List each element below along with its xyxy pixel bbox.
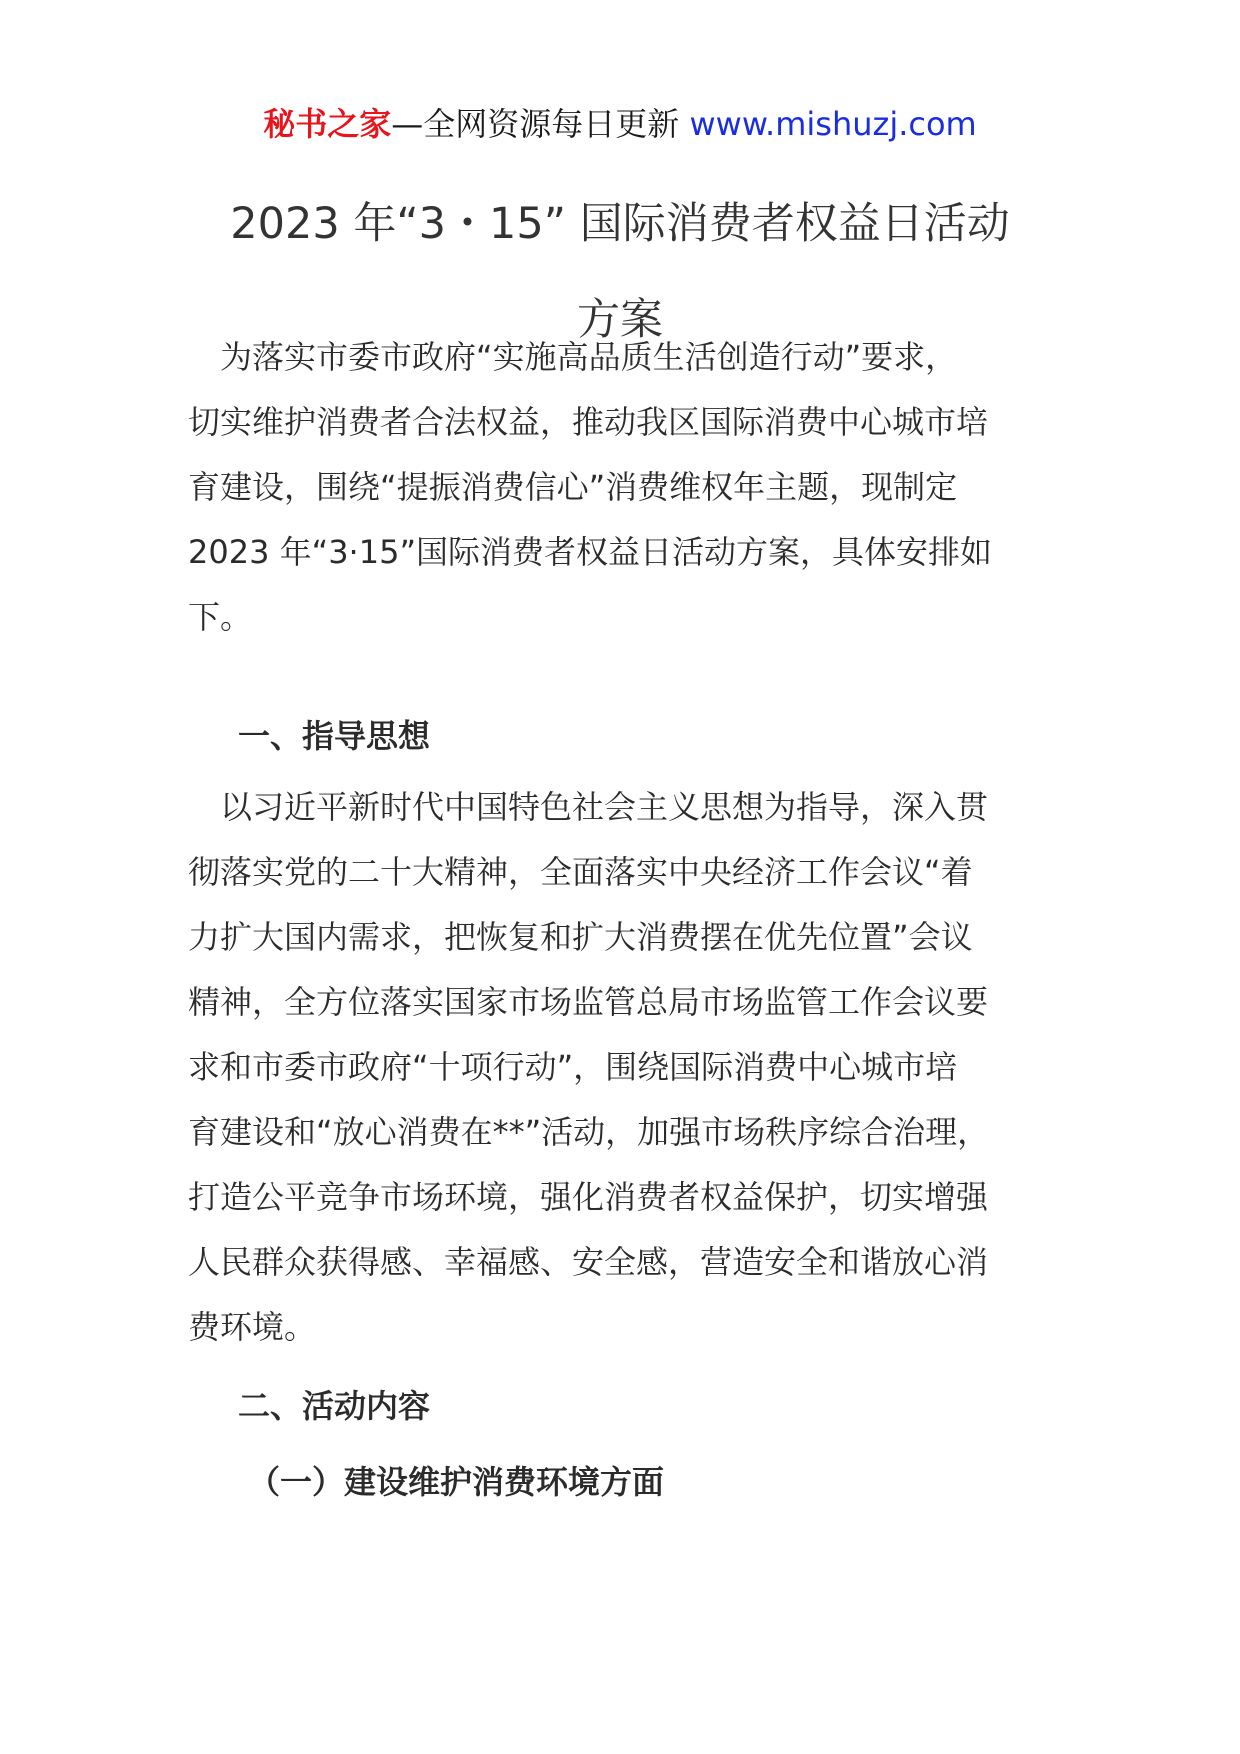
site-url-link[interactable]: www.mishuzj.com	[689, 105, 977, 143]
paragraph-line: 求和市委市政府“十项行动”，围绕国际消费中心城市培	[188, 1048, 958, 1086]
paragraph-line: 费环境。	[188, 1308, 317, 1346]
brand-name: 秘书之家	[263, 105, 392, 143]
section-heading-activity-content: 二、活动内容	[238, 1387, 431, 1425]
paragraph-line: 切实维护消费者合法权益，推动我区国际消费中心城市培	[188, 403, 989, 441]
document-title-line-2: 方案	[577, 295, 663, 345]
paragraph-line: 育建设，围绕“提振消费信心”消费维权年主题，现制定	[188, 468, 958, 506]
subsection-heading-consumer-environment: （一）建设维护消费环境方面	[248, 1463, 665, 1501]
section-heading-guiding-ideology: 一、指导思想	[238, 717, 431, 755]
paragraph-line: 精神，全方位落实国家市场监管总局市场监管工作会议要	[188, 983, 989, 1021]
paragraph-line: 2023 年“3·15”国际消费者权益日活动方案，具体安排如	[188, 533, 993, 571]
document-title-line-1: 2023 年“3・15” 国际消费者权益日活动	[230, 199, 1010, 249]
paragraph-line: 打造公平竞争市场环境，强化消费者权益保护，切实增强	[188, 1178, 989, 1216]
intro-paragraph	[188, 325, 1048, 650]
paragraph-line: 人民群众获得感、幸福感、安全感，营造安全和谐放心消	[188, 1243, 989, 1281]
paragraph-line: 育建设和“放心消费在**”活动，加强市场秩序综合治理，	[188, 1113, 990, 1151]
header-slogan: —全网资源每日更新	[391, 105, 680, 143]
guiding-ideology-paragraph	[188, 775, 1048, 1360]
site-header	[0, 102, 1240, 146]
paragraph-line: 彻落实党的二十大精神，全面落实中央经济工作会议“着	[188, 853, 973, 891]
paragraph-line: 下。	[188, 598, 253, 636]
paragraph-line: 以习近平新时代中国特色社会主义思想为指导，深入贯	[188, 788, 989, 826]
paragraph-line: 力扩大国内需求，把恢复和扩大消费摆在优先位置”会议	[188, 918, 973, 956]
paragraph-line: 为落实市委市政府“实施高品质生活创造行动”要求，	[188, 338, 958, 376]
